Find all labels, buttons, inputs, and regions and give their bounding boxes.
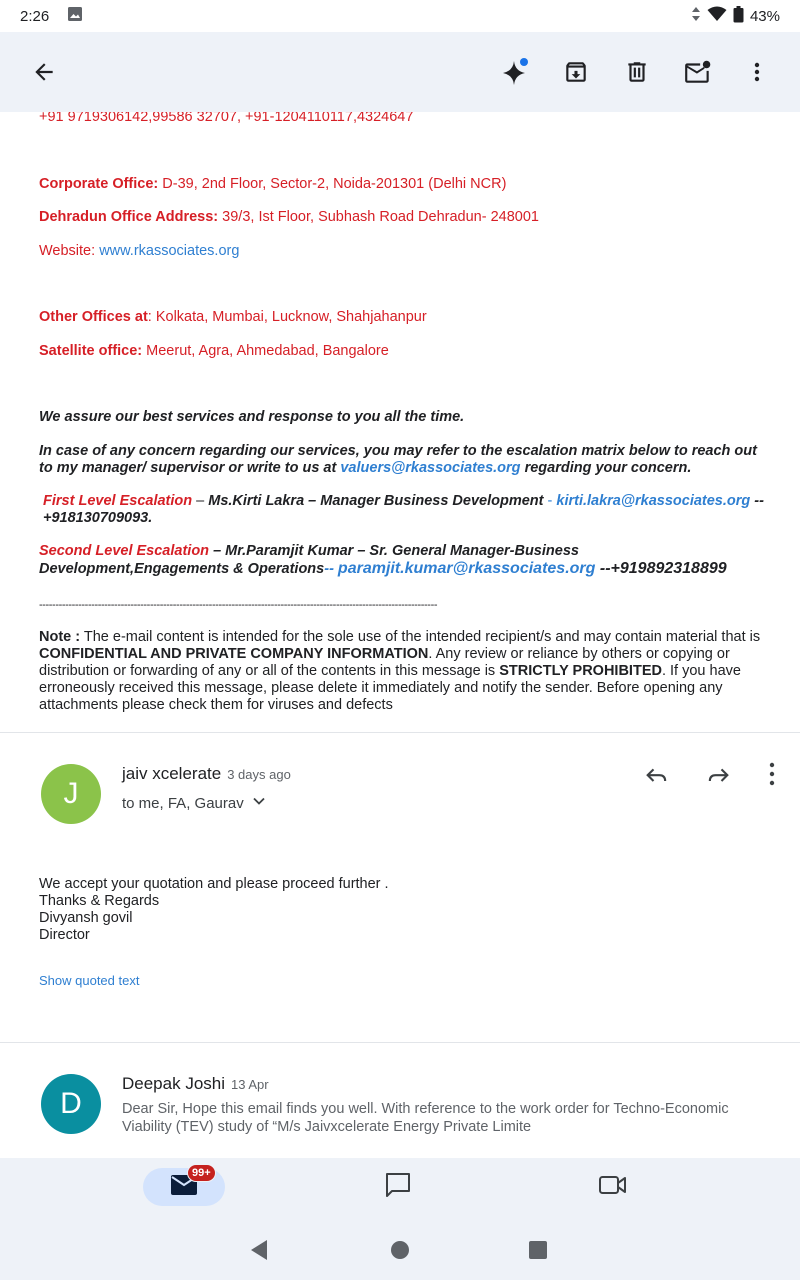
status-bar (0, 0, 800, 32)
message-date: 13 Apr (231, 1077, 269, 1092)
first-level-escalation: First Level Escalation – Ms.Kirti Lakra – Manager Business Development - kirti.lakra@rkassociates.org --+918130709093. (43, 493, 764, 526)
message-header[interactable] (122, 1074, 269, 1094)
message-body: We accept your quotation and please proceed further . Thanks & Regards Divyansh govil Director (39, 876, 389, 943)
message-more-icon[interactable] (760, 760, 784, 788)
chat-icon (384, 1171, 412, 1204)
battery-level: 43% (749, 7, 780, 25)
phone-numbers: +91 9719306142,99586 32707, +91-1204110117,4324647 (39, 112, 414, 125)
email-thread (0, 112, 800, 1158)
meet-icon (598, 1173, 628, 1202)
valuers-email-link[interactable]: valuers@rkassociates.org (340, 460, 521, 476)
message-header[interactable] (122, 764, 291, 784)
battery-icon (733, 6, 744, 27)
assurance-text: We assure our best services and response to you all the time. (39, 409, 465, 425)
data-arrows-icon (691, 6, 701, 26)
recipients-toggle[interactable] (122, 794, 266, 812)
top-app-bar (0, 32, 800, 112)
website-link[interactable]: www.rkassociates.org (99, 243, 240, 259)
recipients-text: to me, FA, Gaurav (122, 794, 244, 812)
second-level-escalation: Second Level Escalation – Mr.Paramjit Kumar – Sr. General Manager-Business Development,Engagements & Operations-- paramjit.kumar@rkassociates.org --+919892318899 (39, 543, 727, 577)
archive-icon[interactable] (552, 48, 600, 96)
message-divider (0, 732, 800, 733)
sender-name: jaiv xcelerate (122, 764, 222, 783)
kirti-email-link[interactable]: kirti.lakra@rkassociates.org (556, 493, 751, 509)
avatar[interactable]: J (41, 764, 101, 824)
more-vert-icon[interactable] (733, 48, 781, 96)
satellite-office: Satellite office: Meerut, Agra, Ahmedabad, Bangalore (39, 343, 389, 359)
wifi-icon (707, 6, 727, 26)
sparkle-icon[interactable] (492, 48, 540, 96)
mail-badge: 99+ (187, 1164, 216, 1182)
website-line: Website: www.rkassociates.org (39, 243, 240, 259)
message-divider (0, 1042, 800, 1043)
nav-mail[interactable] (143, 1168, 225, 1206)
dehradun-office: Dehradun Office Address: 39/3, Ist Floor, Subhash Road Dehradun- 248001 (39, 209, 539, 225)
forward-icon[interactable] (704, 760, 732, 788)
back-icon[interactable] (247, 1238, 271, 1267)
recents-icon[interactable] (526, 1238, 550, 1267)
concern-text: In case of any concern regarding our services, you may refer to the escalation matrix below to reach out to my manager/ supervisor or write to us at valuers@rkassociates.org regarding your concern. (39, 443, 757, 476)
delete-icon[interactable] (613, 48, 661, 96)
back-arrow-icon[interactable] (20, 48, 68, 96)
nav-meet[interactable] (572, 1168, 654, 1206)
reply-icon[interactable] (643, 760, 671, 788)
show-quoted-text-link[interactable]: Show quoted text (39, 973, 140, 988)
message-date: 3 days ago (227, 767, 291, 782)
home-icon[interactable] (388, 1238, 412, 1267)
avatar[interactable]: D (41, 1074, 101, 1134)
paramjit-email-link[interactable]: paramjit.kumar@rkassociates.org (337, 560, 596, 577)
confidentiality-note: Note : The e-mail content is intended for the sole use of the intended recipient/s and may contain material that is CONFIDENTIAL AND PRIVATE COMPANY INFORMATION. Any review or reliance by others or copying or distribution or forwarding of any or all of the contents in this message is STRICTLY PROHIBITED. If you have erroneously received this message, please delete it immediately and notify the sender. Before opening any attachments please check them for viruses and defects (39, 629, 761, 713)
dash-divider: -------------------------------------------------------------------------------------------------------------------------- (39, 599, 438, 611)
image-icon (67, 6, 83, 26)
message-preview[interactable]: Dear Sir, Hope this email finds you well. With reference to the work order for Techno-Economic Viability (TEV) study of “M/s Jaivxcelerate Energy Private Limite (122, 1101, 729, 1135)
mark-unread-icon[interactable] (674, 48, 722, 96)
status-time: 2:26 (20, 7, 50, 25)
other-offices: Other Offices at: Kolkata, Mumbai, Lucknow, Shahjahanpur (39, 309, 427, 325)
bottom-navigation (0, 1158, 800, 1222)
nav-chat[interactable] (357, 1168, 439, 1206)
system-navigation (0, 1222, 800, 1280)
chevron-down-icon (252, 794, 266, 812)
sender-name: Deepak Joshi (122, 1074, 226, 1093)
corporate-office: Corporate Office: D-39, 2nd Floor, Sector-2, Noida-201301 (Delhi NCR) (39, 176, 507, 192)
